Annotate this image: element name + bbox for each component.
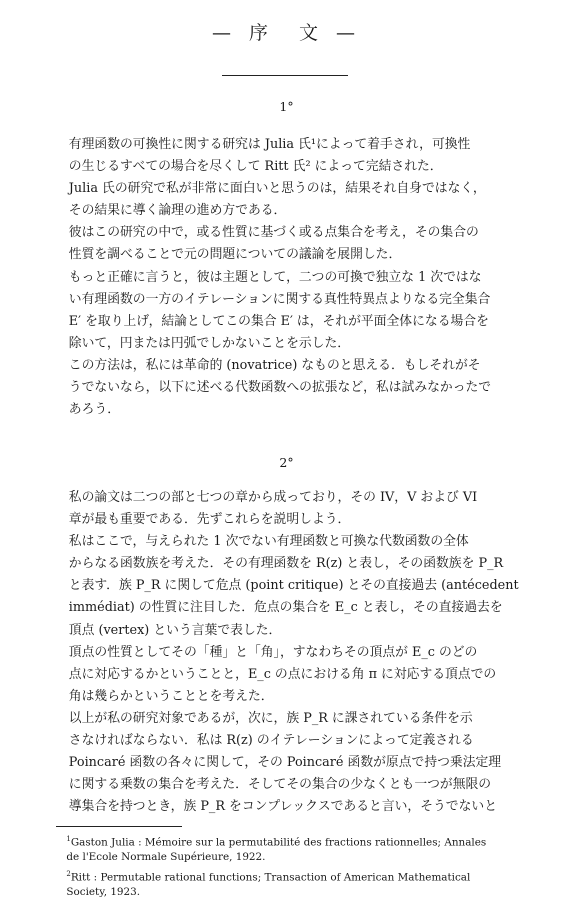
- footnote-text: Ritt : Permutable rational functions; Transaction of American Mathematical: [70, 871, 471, 884]
- section-1-body: [56, 134, 534, 421]
- paragraph-line: うでないなら，以下に述べる代数函数への拡張など，私は試みなかったで: [68, 380, 492, 396]
- footnote: [56, 832, 536, 864]
- paragraph: [56, 134, 534, 178]
- paragraph-line: 彼はこの研究の中で，或る性質に基づく或る点集合を考え，その集合の: [68, 225, 479, 241]
- paragraph-line: 頂点の性質としてその「種」と「角」，すなわちその頂点が E_c のどの: [68, 644, 478, 660]
- paragraph: [56, 531, 534, 641]
- footnote-rule: [56, 826, 182, 827]
- page-title: — 序 文 —: [211, 22, 362, 44]
- paragraph-line: 章が最も重要である．先ずこれらを説明しよう．: [68, 512, 351, 528]
- paragraph: [56, 178, 534, 222]
- footnote-line: [56, 850, 536, 864]
- section-number: 1°: [279, 99, 294, 114]
- footnote-marker: 2: [66, 869, 71, 878]
- paragraph-line: 除いて，円または円弧でしかないことを示した．: [68, 335, 351, 351]
- paragraph-line: からなる函数族を考えた．その有理函数を R(z) と表し，その函数族を P_R: [68, 556, 504, 572]
- paragraph-line: immédiat) の性質に注目した．危点の集合を E_c と表し，その直接過去を: [68, 600, 503, 616]
- paragraph-line: い有理函数の一方のイテレーションに関する真性特異点よりなる完全集合: [68, 291, 491, 307]
- paragraph-line: この方法は，私には革命的 (novatrice) なものと思える．もしそれがそ: [68, 357, 481, 373]
- paragraph: [56, 267, 534, 355]
- paragraph-line: 以上が私の研究対象であるが，次に，族 P_R に課されている条件を示: [68, 710, 473, 726]
- paragraph-line: 有理函数の可換性に関する研究は Julia 氏¹によって着手され，可換性: [68, 137, 471, 152]
- footnotes: [56, 832, 536, 902]
- paragraph-line: もっと正確に言うと，彼は主題として，二つの可換で独立な 1 次ではな: [68, 269, 482, 285]
- paragraph-line: Julia 氏の研究で私が非常に面白いと思うのは，結果それ自身ではなく，: [68, 181, 486, 197]
- paragraph: [56, 642, 534, 708]
- footnote: [56, 867, 536, 899]
- paragraph-line: 頂点 (vertex) という言葉で表した．: [68, 622, 282, 638]
- paragraph: [56, 222, 534, 266]
- paragraph: [56, 355, 534, 421]
- section-2-body: [56, 487, 534, 818]
- footnote-text: Gaston Julia : Mémoire sur la permutabilité des fractions rationnelles; Annales: [70, 836, 487, 849]
- paragraph-line: に関する乗数の集合を考えた．そしてその集合の少なくとも一つが無限の: [68, 777, 492, 793]
- footnote-text: Society, 1923.: [66, 885, 141, 898]
- paragraph-line: 私はここで，与えられた 1 次でない有理函数と可換な代数函数の全体: [68, 534, 469, 550]
- title-rule: [222, 75, 348, 76]
- paragraph-line: さなければならない．私は R(z) のイテレーションによって定義される: [68, 733, 474, 749]
- footnote-line: [56, 885, 536, 899]
- paragraph-line: 点に対応するかということと，E_c の点における角 π に対応する頂点での: [68, 666, 497, 682]
- footnote-marker: 1: [66, 835, 71, 843]
- paragraph-line: 私の論文は二つの部と七つの章から成っており，その IV，V および VI: [68, 490, 478, 505]
- paragraph: [56, 487, 534, 531]
- paragraph-line: と表す．族 P_R に関して危点 (point critique) とその直接過去 (antécedent: [68, 578, 519, 594]
- paragraph-line: E′ を取り上げ，結論としてこの集合 E′ は，それが平面全体になる場合を: [68, 313, 489, 329]
- paragraph-line: 導集合を持つとき，族 P_R をコンプレックスであると言い，そうでないと: [68, 799, 497, 815]
- section-number: 2°: [279, 455, 294, 470]
- paragraph: [56, 708, 534, 818]
- paragraph-line: 角は幾らかということとを考えた．: [68, 688, 274, 704]
- footnote-line: [56, 832, 536, 850]
- paragraph-line: その結果に導く論理の進め方である．: [68, 203, 287, 219]
- paragraph-line: Poincaré 函数の各々に関して，その Poincaré 函数が原点で持つ乗法定理: [68, 755, 502, 771]
- paragraph-line: あろう．: [68, 402, 120, 418]
- paragraph-line: 性質を調べることで元の問題についての議論を展開した．: [68, 247, 402, 263]
- footnote-line: [56, 867, 536, 885]
- footnote-text: de l'Ecole Normale Supérieure, 1922.: [66, 850, 266, 863]
- paragraph-line: の生じるすべての場合を尽くして Ritt 氏² によって完結された．: [68, 159, 443, 175]
